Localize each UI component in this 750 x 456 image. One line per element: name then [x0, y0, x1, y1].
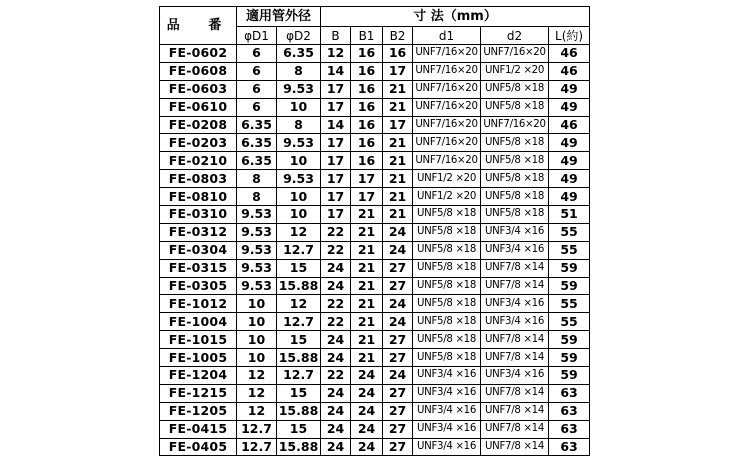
cell-d2: 15	[277, 259, 321, 277]
cell-b1: 16	[351, 98, 383, 116]
cell-length: 63	[549, 384, 590, 402]
cell-part-no: FE-0415	[160, 420, 237, 438]
cell-d2: 15	[277, 384, 321, 402]
cell-thread-d2: UNF7/8 ×14	[481, 349, 549, 367]
cell-part-no: FE-1005	[160, 349, 237, 367]
table-row	[160, 170, 590, 188]
cell-part-no: FE-0405	[160, 438, 237, 456]
cell-thread-d1: UNF3/4 ×16	[413, 420, 481, 438]
cell-thread-d2: UNF7/8 ×14	[481, 259, 549, 277]
cell-b2: 27	[383, 420, 413, 438]
cell-length: 51	[549, 206, 590, 224]
header-thread-d1: d1	[413, 27, 481, 45]
cell-b: 17	[321, 152, 351, 170]
cell-b: 14	[321, 116, 351, 134]
cell-thread-d2: UNF7/8 ×14	[481, 420, 549, 438]
header-length: L(約)	[549, 27, 590, 45]
cell-b2: 21	[383, 188, 413, 206]
cell-thread-d2: UNF7/16×20	[481, 116, 549, 134]
cell-d1: 10	[237, 349, 277, 367]
cell-thread-d2: UNF3/4 ×16	[481, 313, 549, 331]
table-row	[160, 223, 590, 241]
cell-b: 17	[321, 80, 351, 98]
cell-b2: 16	[383, 45, 413, 63]
cell-b: 22	[321, 367, 351, 385]
cell-b2: 27	[383, 331, 413, 349]
cell-b1: 24	[351, 402, 383, 420]
cell-d2: 15.88	[277, 438, 321, 456]
cell-length: 55	[549, 313, 590, 331]
table-row	[160, 134, 590, 152]
cell-d2: 8	[277, 116, 321, 134]
cell-length: 59	[549, 277, 590, 295]
cell-thread-d1: UNF3/4 ×16	[413, 384, 481, 402]
cell-b: 24	[321, 259, 351, 277]
cell-part-no: FE-0803	[160, 170, 237, 188]
table-row	[160, 152, 590, 170]
table-row	[160, 45, 590, 63]
cell-b: 14	[321, 62, 351, 80]
cell-b1: 21	[351, 259, 383, 277]
cell-part-no: FE-0304	[160, 241, 237, 259]
cell-d1: 12.7	[237, 438, 277, 456]
cell-thread-d1: UNF1/2 ×20	[413, 170, 481, 188]
cell-b2: 27	[383, 259, 413, 277]
cell-d2: 9.53	[277, 80, 321, 98]
cell-b: 17	[321, 188, 351, 206]
table-row	[160, 420, 590, 438]
cell-b2: 21	[383, 80, 413, 98]
cell-thread-d1: UNF5/8 ×18	[413, 259, 481, 277]
cell-b2: 27	[383, 402, 413, 420]
cell-b: 24	[321, 420, 351, 438]
cell-thread-d2: UNF3/4 ×16	[481, 241, 549, 259]
cell-length: 55	[549, 241, 590, 259]
cell-thread-d2: UNF7/8 ×14	[481, 331, 549, 349]
cell-b2: 24	[383, 295, 413, 313]
cell-part-no: FE-0203	[160, 134, 237, 152]
cell-b: 24	[321, 349, 351, 367]
cell-d2: 15	[277, 420, 321, 438]
cell-b1: 17	[351, 170, 383, 188]
cell-d1: 10	[237, 331, 277, 349]
cell-b2: 24	[383, 367, 413, 385]
cell-b1: 21	[351, 331, 383, 349]
cell-thread-d2: UNF1/2 ×20	[481, 62, 549, 80]
cell-part-no: FE-0810	[160, 188, 237, 206]
cell-part-no: FE-0208	[160, 116, 237, 134]
cell-thread-d2: UNF5/8 ×18	[481, 80, 549, 98]
cell-part-no: FE-0315	[160, 259, 237, 277]
cell-b1: 21	[351, 241, 383, 259]
cell-length: 59	[549, 259, 590, 277]
cell-part-no: FE-1004	[160, 313, 237, 331]
cell-d2: 10	[277, 98, 321, 116]
cell-thread-d1: UNF7/16×20	[413, 116, 481, 134]
cell-thread-d1: UNF7/16×20	[413, 45, 481, 63]
cell-d2: 15.88	[277, 402, 321, 420]
cell-thread-d2: UNF7/8 ×14	[481, 384, 549, 402]
cell-thread-d2: UNF3/4 ×16	[481, 295, 549, 313]
table-row	[160, 367, 590, 385]
cell-b: 24	[321, 384, 351, 402]
cell-thread-d2: UNF5/8 ×18	[481, 152, 549, 170]
cell-thread-d1: UNF5/8 ×18	[413, 295, 481, 313]
header-d1: φD1	[237, 27, 277, 45]
cell-b2: 17	[383, 62, 413, 80]
cell-thread-d2: UNF5/8 ×18	[481, 206, 549, 224]
cell-b: 24	[321, 402, 351, 420]
cell-length: 49	[549, 152, 590, 170]
cell-length: 63	[549, 420, 590, 438]
table-row	[160, 313, 590, 331]
cell-length: 46	[549, 116, 590, 134]
table-header	[160, 7, 590, 45]
cell-b1: 24	[351, 438, 383, 456]
cell-b2: 21	[383, 206, 413, 224]
cell-b: 17	[321, 134, 351, 152]
cell-b: 22	[321, 223, 351, 241]
table-row	[160, 98, 590, 116]
table-row	[160, 331, 590, 349]
cell-b: 24	[321, 277, 351, 295]
cell-b2: 24	[383, 241, 413, 259]
cell-b2: 21	[383, 170, 413, 188]
cell-thread-d1: UNF5/8 ×18	[413, 349, 481, 367]
table-row	[160, 259, 590, 277]
cell-thread-d1: UNF5/8 ×18	[413, 331, 481, 349]
cell-part-no: FE-1215	[160, 384, 237, 402]
cell-length: 49	[549, 134, 590, 152]
table-row	[160, 438, 590, 456]
cell-b1: 24	[351, 367, 383, 385]
cell-d2: 15.88	[277, 349, 321, 367]
cell-b2: 24	[383, 313, 413, 331]
table-row	[160, 62, 590, 80]
cell-b2: 27	[383, 384, 413, 402]
cell-length: 63	[549, 402, 590, 420]
cell-b2: 21	[383, 152, 413, 170]
cell-d1: 8	[237, 188, 277, 206]
cell-d1: 6	[237, 80, 277, 98]
cell-thread-d2: UNF3/4 ×16	[481, 367, 549, 385]
cell-d2: 8	[277, 62, 321, 80]
cell-b: 22	[321, 313, 351, 331]
cell-d1: 9.53	[237, 223, 277, 241]
cell-b: 17	[321, 170, 351, 188]
cell-thread-d1: UNF7/16×20	[413, 62, 481, 80]
cell-b2: 24	[383, 223, 413, 241]
cell-b1: 16	[351, 134, 383, 152]
cell-length: 49	[549, 98, 590, 116]
cell-b1: 16	[351, 116, 383, 134]
cell-b1: 17	[351, 188, 383, 206]
cell-d2: 10	[277, 188, 321, 206]
cell-d1: 6.35	[237, 134, 277, 152]
cell-d2: 10	[277, 152, 321, 170]
cell-length: 59	[549, 349, 590, 367]
table-row	[160, 188, 590, 206]
cell-length: 59	[549, 367, 590, 385]
table-row	[160, 384, 590, 402]
cell-d2: 12.7	[277, 241, 321, 259]
cell-part-no: FE-0610	[160, 98, 237, 116]
cell-d1: 10	[237, 295, 277, 313]
cell-d2: 15	[277, 331, 321, 349]
table-row	[160, 241, 590, 259]
cell-d1: 12.7	[237, 420, 277, 438]
cell-b1: 21	[351, 223, 383, 241]
table-row	[160, 80, 590, 98]
cell-thread-d2: UNF5/8 ×18	[481, 134, 549, 152]
cell-b1: 21	[351, 206, 383, 224]
table-row	[160, 402, 590, 420]
cell-b1: 16	[351, 80, 383, 98]
cell-thread-d2: UNF5/8 ×18	[481, 170, 549, 188]
cell-part-no: FE-0210	[160, 152, 237, 170]
cell-d2: 12	[277, 223, 321, 241]
cell-b: 17	[321, 98, 351, 116]
cell-part-no: FE-1012	[160, 295, 237, 313]
cell-part-no: FE-0305	[160, 277, 237, 295]
cell-d1: 6	[237, 62, 277, 80]
cell-part-no: FE-0603	[160, 80, 237, 98]
cell-thread-d2: UNF7/8 ×14	[481, 402, 549, 420]
cell-b2: 27	[383, 277, 413, 295]
cell-d1: 6	[237, 45, 277, 63]
cell-d1: 8	[237, 170, 277, 188]
header-part-no: 品 番	[160, 7, 237, 45]
cell-b1: 16	[351, 45, 383, 63]
cell-b2: 17	[383, 116, 413, 134]
cell-thread-d1: UNF5/8 ×18	[413, 241, 481, 259]
table-row	[160, 206, 590, 224]
cell-b1: 24	[351, 420, 383, 438]
cell-d1: 12	[237, 402, 277, 420]
cell-thread-d2: UNF7/8 ×14	[481, 438, 549, 456]
cell-thread-d2: UNF5/8 ×18	[481, 98, 549, 116]
cell-length: 46	[549, 62, 590, 80]
cell-thread-d1: UNF3/4 ×16	[413, 367, 481, 385]
header-b1: B1	[351, 27, 383, 45]
cell-b: 17	[321, 206, 351, 224]
cell-b2: 27	[383, 438, 413, 456]
cell-thread-d1: UNF7/16×20	[413, 152, 481, 170]
cell-thread-d1: UNF7/16×20	[413, 134, 481, 152]
cell-b2: 21	[383, 134, 413, 152]
header-thread-d2: d2	[481, 27, 549, 45]
cell-length: 63	[549, 438, 590, 456]
cell-thread-d1: UNF3/4 ×16	[413, 438, 481, 456]
cell-d1: 6.35	[237, 152, 277, 170]
cell-part-no: FE-1015	[160, 331, 237, 349]
cell-part-no: FE-0602	[160, 45, 237, 63]
cell-b2: 27	[383, 349, 413, 367]
cell-d1: 9.53	[237, 206, 277, 224]
cell-d1: 6	[237, 98, 277, 116]
cell-length: 59	[549, 331, 590, 349]
header-dimensions: 寸 法（mm）	[321, 7, 590, 27]
cell-d2: 10	[277, 206, 321, 224]
cell-thread-d1: UNF5/8 ×18	[413, 223, 481, 241]
header-d2: φD2	[277, 27, 321, 45]
cell-part-no: FE-0310	[160, 206, 237, 224]
cell-thread-d1: UNF1/2 ×20	[413, 188, 481, 206]
header-b2: B2	[383, 27, 413, 45]
cell-d1: 6.35	[237, 116, 277, 134]
cell-thread-d2: UNF7/8 ×14	[481, 277, 549, 295]
cell-length: 55	[549, 295, 590, 313]
cell-b: 24	[321, 438, 351, 456]
cell-length: 49	[549, 188, 590, 206]
cell-b1: 21	[351, 349, 383, 367]
cell-d2: 9.53	[277, 134, 321, 152]
table-row	[160, 349, 590, 367]
cell-thread-d2: UNF7/16×20	[481, 45, 549, 63]
cell-part-no: FE-0608	[160, 62, 237, 80]
cell-d1: 9.53	[237, 259, 277, 277]
cell-d2: 12.7	[277, 367, 321, 385]
cell-b: 12	[321, 45, 351, 63]
cell-thread-d1: UNF5/8 ×18	[413, 313, 481, 331]
cell-thread-d1: UNF7/16×20	[413, 98, 481, 116]
cell-d2: 12	[277, 295, 321, 313]
cell-length: 49	[549, 170, 590, 188]
cell-d2: 12.7	[277, 313, 321, 331]
cell-b: 22	[321, 241, 351, 259]
header-pipe-od: 適用管外径	[237, 7, 321, 27]
cell-b: 24	[321, 331, 351, 349]
cell-d2: 6.35	[277, 45, 321, 63]
cell-d1: 9.53	[237, 241, 277, 259]
cell-b1: 24	[351, 384, 383, 402]
cell-b: 22	[321, 295, 351, 313]
cell-d1: 10	[237, 313, 277, 331]
table-body	[160, 45, 590, 456]
table-row	[160, 295, 590, 313]
cell-b1: 21	[351, 277, 383, 295]
cell-b1: 16	[351, 152, 383, 170]
cell-length: 46	[549, 45, 590, 63]
cell-thread-d1: UNF5/8 ×18	[413, 277, 481, 295]
cell-d1: 12	[237, 367, 277, 385]
cell-part-no: FE-1205	[160, 402, 237, 420]
cell-thread-d1: UNF5/8 ×18	[413, 206, 481, 224]
cell-part-no: FE-1204	[160, 367, 237, 385]
cell-d2: 15.88	[277, 277, 321, 295]
cell-part-no: FE-0312	[160, 223, 237, 241]
spec-table	[159, 6, 590, 456]
cell-length: 49	[549, 80, 590, 98]
header-b: B	[321, 27, 351, 45]
cell-thread-d1: UNF3/4 ×16	[413, 402, 481, 420]
cell-thread-d2: UNF5/8 ×18	[481, 188, 549, 206]
cell-d1: 9.53	[237, 277, 277, 295]
cell-b1: 21	[351, 295, 383, 313]
cell-thread-d2: UNF3/4 ×16	[481, 223, 549, 241]
cell-b1: 21	[351, 313, 383, 331]
cell-d2: 9.53	[277, 170, 321, 188]
table-row	[160, 277, 590, 295]
table-row	[160, 116, 590, 134]
cell-b1: 16	[351, 62, 383, 80]
cell-thread-d1: UNF7/16×20	[413, 80, 481, 98]
cell-b2: 21	[383, 98, 413, 116]
cell-length: 55	[549, 223, 590, 241]
cell-d1: 12	[237, 384, 277, 402]
